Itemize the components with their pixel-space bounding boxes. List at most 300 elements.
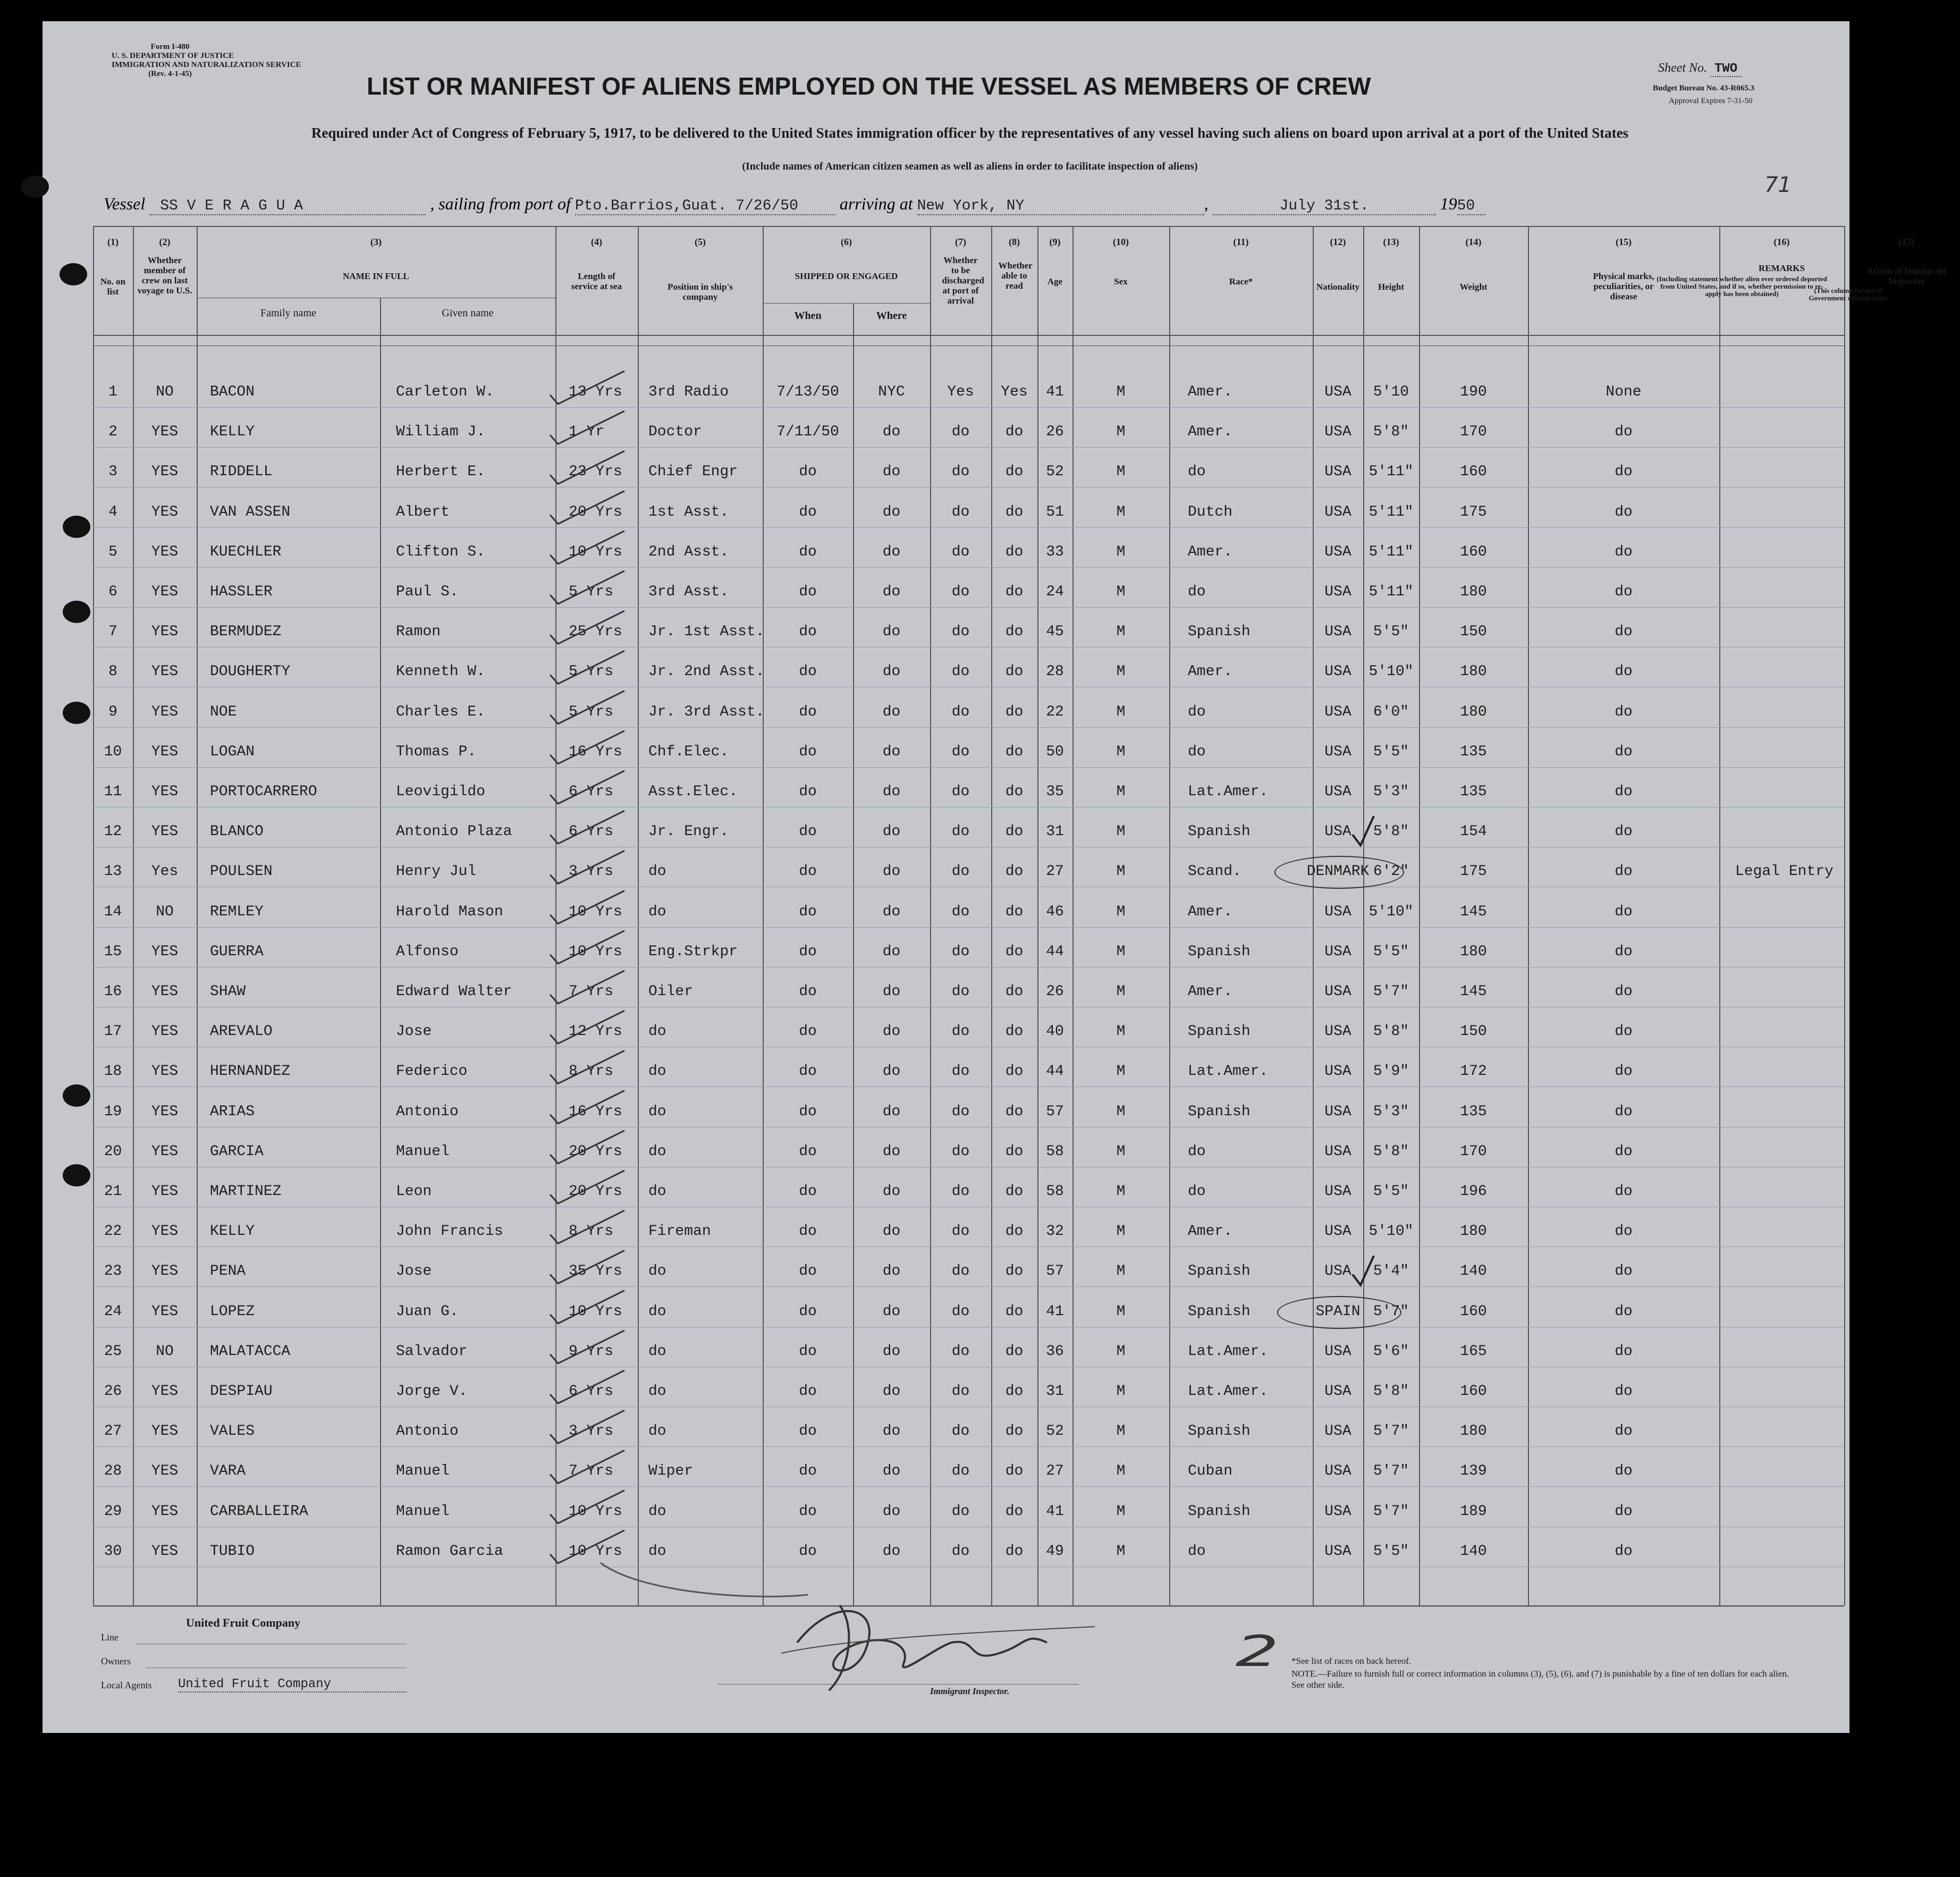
nationality: USA [1324,823,1351,840]
weight: 160 [1460,544,1487,560]
sex: M [1116,904,1126,920]
punch-hole [63,516,90,538]
row-number: 1 [108,384,117,400]
last-voyage: YES [151,744,179,760]
given-name: Ramon Garcia [396,1543,503,1560]
row-number: 18 [104,1063,122,1080]
physical-marks: do [1615,1183,1633,1200]
age: 27 [1046,1463,1064,1479]
row-rule [93,567,1844,568]
table-top-border [93,226,1844,227]
given-name: Alfonso [396,944,459,960]
sex: M [1116,1263,1126,1280]
sex: M [1116,1063,1126,1080]
service-length: 13 Yrs [569,384,622,400]
column-number: (15) [1616,237,1632,247]
age: 44 [1046,944,1064,960]
race: Dutch [1188,504,1233,520]
sailing-label: , sailing from port of [430,194,571,213]
weight: 154 [1460,823,1487,840]
column-number: (5) [695,237,706,247]
position: Fireman [648,1223,711,1240]
last-voyage: YES [151,1183,179,1200]
revision: (Rev. 4-1-45) [148,70,192,78]
last-voyage: YES [151,1263,179,1280]
signature-stroke [601,1563,813,1643]
row-number: 24 [104,1303,122,1320]
service-length: 10 Yrs [569,544,622,560]
age: 22 [1046,704,1064,720]
manifest-sheet [43,21,1947,1733]
row-number: 2 [108,424,117,440]
shipped-where: do [882,863,901,880]
age: 26 [1046,983,1064,1000]
service-length: 5 Yrs [569,663,614,680]
nationality-circle [1274,856,1404,889]
column-header: SHIPPED OR ENGAGED [795,271,898,281]
age: 52 [1046,1423,1064,1440]
age: 44 [1046,1063,1064,1080]
sex: M [1116,863,1126,880]
sex: M [1116,704,1126,720]
discharged: do [951,1223,970,1240]
form-header-block [112,43,301,79]
service-length: 6 Yrs [569,823,614,840]
discharged: do [951,704,970,720]
given-name: Manuel [396,1463,450,1479]
weight: 160 [1460,464,1487,480]
service-length: 25 Yrs [569,624,622,640]
age: 33 [1046,544,1064,560]
age: 28 [1046,663,1064,680]
discharged: do [951,1383,970,1400]
voyage-line: Vessel SS V E R A G U A , sailing from port of Pto.Barrios,Guat. 7/26/50 arriving at New York, NY , July 31st. 1950 [104,194,1485,215]
column-number: (10) [1113,237,1129,247]
discharged: do [951,584,970,600]
given-name: Jose [396,1023,432,1040]
sex: M [1116,1223,1126,1240]
nationality: USA [1324,1383,1351,1400]
able-to-read: do [1005,1463,1024,1479]
row-number: 6 [108,584,117,600]
physical-marks: do [1615,1383,1633,1400]
shipped-when: do [799,1463,817,1479]
shipped-where: do [882,784,901,800]
given-name: John Francis [396,1223,503,1240]
physical-marks: do [1615,464,1633,480]
shipped-when: do [799,944,817,960]
able-to-read: do [1005,1503,1024,1520]
row-rule [93,607,1844,608]
shipped-where: do [882,544,901,560]
family-name: PENA [210,1263,246,1280]
last-voyage: YES [151,944,179,960]
vessel-name: SS V E R A G U A [149,198,426,215]
physical-marks: do [1615,1463,1633,1479]
column-header: Age [1047,276,1063,287]
height: 5'3" [1373,1104,1409,1120]
weight: 180 [1460,663,1487,680]
discharged: do [951,1423,970,1440]
row-rule [93,767,1844,768]
column-header: Whether to be discharged at port of arrival [942,255,984,306]
position: do [648,1263,666,1280]
physical-marks: do [1615,424,1633,440]
shipped-when: do [799,1263,817,1280]
discharged: do [951,1263,970,1280]
discharged: do [951,1463,970,1479]
discharged: do [951,544,970,560]
height: 5'11" [1368,544,1414,560]
last-voyage: YES [151,624,179,640]
column-divider [1313,226,1314,1605]
shipped-when: do [799,1063,817,1080]
weight: 180 [1460,1223,1487,1240]
position: Chf.Elec. [648,744,729,760]
last-voyage: YES [151,464,179,480]
last-voyage: YES [151,1104,179,1120]
action-note: (This column for use of Government officials only) [1809,287,1888,302]
shipped-when: do [799,663,817,680]
height: 5'8" [1373,1143,1409,1160]
height: 5'8" [1373,424,1409,440]
weight: 170 [1460,424,1487,440]
family-name: SHAW [210,983,246,1000]
family-name: ARIAS [210,1104,255,1120]
row-rule [93,727,1844,728]
sex: M [1116,624,1126,640]
given-name: Antonio [396,1104,459,1120]
sex: M [1116,1104,1126,1120]
shipped-when: do [799,904,817,920]
service-length: 10 Yrs [569,1303,622,1320]
family-name: TUBIO [210,1543,255,1560]
position: 3rd Asst. [648,584,729,600]
given-name: Salvador [396,1343,468,1360]
sex: M [1116,823,1126,840]
physical-marks: do [1615,944,1633,960]
given-name: Paul S. [396,584,459,600]
row-number: 13 [104,863,122,880]
sex: M [1116,1543,1126,1560]
row-number: 16 [104,983,122,1000]
family-name: KUECHLER [210,544,282,560]
race: Spanish [1188,1423,1251,1440]
shipped-when: do [799,1143,817,1160]
age: 50 [1046,744,1064,760]
shipped-when: do [799,624,817,640]
service-length: 8 Yrs [569,1063,614,1080]
position: do [648,1104,666,1120]
able-to-read: do [1005,704,1024,720]
sheet-number-label: Sheet No. TWO [1658,61,1742,76]
given-name: Henry Jul [396,863,477,880]
shipped-where: do [882,1503,901,1520]
weight: 140 [1460,1543,1487,1560]
sex: M [1116,1383,1126,1400]
where-header: Where [876,310,907,322]
column-header: No. on list [100,276,126,297]
weight: 165 [1460,1343,1487,1360]
nationality: USA [1324,624,1351,640]
row-rule [93,1486,1844,1487]
weight: 180 [1460,944,1487,960]
family-name: BERMUDEZ [210,624,282,640]
service-length: 6 Yrs [569,784,614,800]
height: 5'11" [1368,504,1414,520]
service-length: 5 Yrs [569,704,614,720]
shipped-when: do [799,744,817,760]
family-name: LOGAN [210,744,255,760]
race: Spanish [1188,1023,1251,1040]
discharged: do [951,823,970,840]
column-header: Whether member of crew on last voyage to U.S. [137,255,192,296]
race: Spanish [1188,1104,1251,1120]
service-length: 10 Yrs [569,1543,622,1560]
position: do [648,1303,666,1320]
physical-marks: do [1615,1063,1633,1080]
weight: 175 [1460,863,1487,880]
family-name: HERNANDEZ [210,1063,291,1080]
family-name: CARBALLEIRA [210,1503,308,1520]
weight: 145 [1460,904,1487,920]
inspector-label: Immigrant Inspector. [930,1686,1010,1696]
physical-marks: do [1615,823,1633,840]
age: 58 [1046,1183,1064,1200]
shipped-where: do [882,983,901,1000]
given-name: Harold Mason [396,904,503,920]
physical-marks: do [1615,863,1633,880]
physical-marks: do [1615,544,1633,560]
position: do [648,1063,666,1080]
height: 5'7" [1373,1503,1409,1520]
service-length: 10 Yrs [569,1503,622,1520]
nationality: USA [1324,1463,1351,1479]
punch-hole [63,601,90,623]
year-prefix: 19 [1440,194,1457,213]
position: do [648,1183,666,1200]
discharged: do [951,1183,970,1200]
family-name: DESPIAU [210,1383,273,1400]
given-name-header: Given name [442,307,494,319]
age: 58 [1046,1143,1064,1160]
age: 51 [1046,504,1064,520]
height: 5'5" [1373,624,1409,640]
sheet-number: TWO [1710,62,1742,77]
height: 5'10" [1368,904,1414,920]
last-voyage: YES [151,1303,179,1320]
age: 45 [1046,624,1064,640]
nationality: USA [1324,424,1351,440]
column-divider [763,226,764,1605]
given-name: Herbert E. [396,464,486,480]
position: Asst.Elec. [648,784,738,800]
local-agents: United Fruit Company [178,1677,407,1693]
handwritten-mark: 2 [1235,1627,1279,1676]
age: 24 [1046,584,1064,600]
row-number: 23 [104,1263,122,1280]
column-number: (12) [1330,237,1346,247]
nationality: USA [1324,1104,1351,1120]
column-divider [555,226,556,1605]
weight: 196 [1460,1183,1487,1200]
service-length: 5 Yrs [569,584,614,600]
height: 5'3" [1373,784,1409,800]
height: 5'5" [1373,944,1409,960]
given-name: Carleton W. [396,384,494,400]
service-length: 20 Yrs [569,504,622,520]
family-name: DOUGHERTY [210,663,291,680]
given-name: Manuel [396,1143,450,1160]
discharged: do [951,1023,970,1040]
physical-marks: do [1615,663,1633,680]
given-name: Kenneth W. [396,663,486,680]
weight: 160 [1460,1383,1487,1400]
discharged: do [951,1543,970,1560]
sex: M [1116,1023,1126,1040]
column-divider [197,226,198,1605]
agents-label: Local Agents [101,1680,152,1690]
discharged: do [951,624,970,640]
shipped-where: do [882,1143,901,1160]
able-to-read: do [1005,584,1024,600]
race: Amer. [1188,983,1233,1000]
able-to-read: do [1005,1104,1024,1120]
race: Amer. [1188,424,1233,440]
physical-marks: do [1615,704,1633,720]
company-name: United Fruit Company [186,1616,301,1629]
shipped-where: do [882,904,901,920]
height: 5'11" [1368,584,1414,600]
family-name: KELLY [210,1223,255,1240]
weight: 180 [1460,1423,1487,1440]
discharged: do [951,424,970,440]
row-number: 17 [104,1023,122,1040]
given-name: Leon [396,1183,432,1200]
position: Jr. 1st Asst. [648,624,765,640]
given-name: Jorge V. [396,1383,468,1400]
sex: M [1116,584,1126,600]
weight: 139 [1460,1463,1487,1479]
height: 6'0" [1373,704,1409,720]
column-divider [1419,226,1420,1605]
column-number: (3) [370,237,382,247]
row-number: 5 [108,544,117,560]
remarks-note: (Including statement whether alien ever ordered deported from United States, and if so, whether permission to re-apply has been obtained) [1657,275,1827,298]
able-to-read: do [1005,904,1024,920]
weight: 150 [1460,1023,1487,1040]
service-length: 1 Yr [569,424,605,440]
discharged: do [951,1104,970,1120]
service-length: 10 Yrs [569,944,622,960]
family-name: RIDDELL [210,464,273,480]
position: 3rd Radio [648,384,729,400]
shipped-subheader-line [763,303,930,304]
row-number: 25 [104,1343,122,1360]
family-name: KELLY [210,424,255,440]
age: 31 [1046,1383,1064,1400]
able-to-read: Yes [1001,384,1028,400]
service-length: 12 Yrs [569,1023,622,1040]
column-divider [133,226,134,1605]
department: U. S. DEPARTMENT OF JUSTICE [112,52,234,60]
last-voyage: NO [156,904,174,920]
height: 5'7" [1373,1463,1409,1479]
service-length: 3 Yrs [569,1423,614,1440]
shipped-where: do [882,424,901,440]
form-number: Form I-480 [150,43,190,51]
shipped-where: do [882,1263,901,1280]
age: 36 [1046,1343,1064,1360]
given-name: Edward Walter [396,983,512,1000]
position: do [648,1023,666,1040]
height: 5'5" [1373,1183,1409,1200]
height: 5'11" [1368,464,1414,480]
discharged: Yes [947,384,974,400]
arriving-label: arriving at [839,194,913,213]
discharged: do [951,983,970,1000]
able-to-read: do [1005,744,1024,760]
row-number: 21 [104,1183,122,1200]
sex: M [1116,944,1126,960]
last-voyage: YES [151,1503,179,1520]
shipped-when: do [799,504,817,520]
age: 52 [1046,464,1064,480]
row-rule [93,1286,1844,1287]
column-divider [1363,226,1364,1605]
last-voyage: YES [151,983,179,1000]
family-name: BACON [210,384,255,400]
discharged: do [951,663,970,680]
physical-marks: do [1615,983,1633,1000]
column-number: (4) [591,237,602,247]
column-number: (1) [107,237,119,247]
race: Lat.Amer. [1188,1343,1269,1360]
column-number: (2) [159,237,171,247]
position: Oiler [648,983,694,1000]
physical-marks: do [1615,584,1633,600]
given-name: Clifton S. [396,544,486,560]
column-header: Race* [1229,276,1253,287]
position: Jr. Engr. [648,823,729,840]
position: 1st Asst. [648,504,729,520]
given-name: Federico [396,1063,468,1080]
column-divider [930,226,931,1605]
nationality: USA [1324,1223,1351,1240]
able-to-read: do [1005,624,1024,640]
column-number: (11) [1233,237,1249,247]
discharged: do [951,464,970,480]
height: 5'7" [1373,1423,1409,1440]
shipped-when: do [799,1303,817,1320]
shipped-when: do [799,1183,817,1200]
row-number: 26 [104,1383,122,1400]
shipped-when: do [799,1023,817,1040]
service-length: 20 Yrs [569,1183,622,1200]
sex: M [1116,784,1126,800]
able-to-read: do [1005,544,1024,560]
shipped-when: do [799,464,817,480]
races-note: *See list of races on back hereof. [1291,1656,1412,1666]
nationality: USA [1324,1503,1351,1520]
row-number: 30 [104,1543,122,1560]
shipped-where: NYC [878,384,905,400]
column-number: (9) [1049,237,1061,247]
able-to-read: do [1005,504,1024,520]
shipped-where: do [882,1463,901,1479]
column-divider [1037,226,1038,1605]
service-length: 8 Yrs [569,1223,614,1240]
